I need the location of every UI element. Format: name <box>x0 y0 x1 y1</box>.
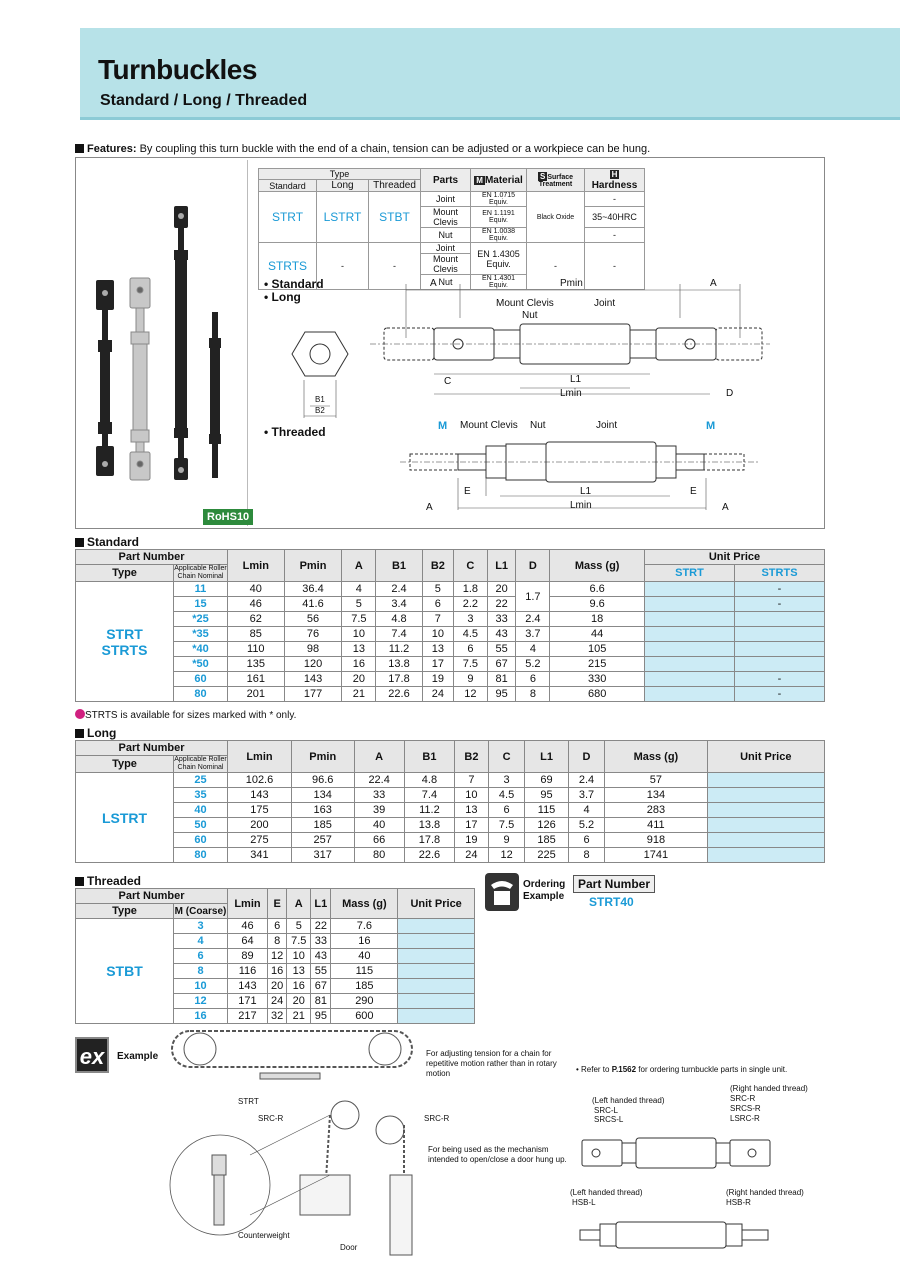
table-row: *40 110 98 13 11.2 13 6 55 4 105 <box>76 642 825 657</box>
chain-note: For adjusting tension for a chain for repetitive motion rather than in rotary motion <box>426 1049 557 1078</box>
price-strts <box>735 627 825 642</box>
col-long: Long <box>317 180 369 192</box>
price-cell <box>707 833 824 848</box>
table-row: 12 171 24 20 81 290 <box>76 994 475 1009</box>
col-threaded: Threaded <box>369 180 421 192</box>
price-cell <box>398 994 475 1009</box>
table-row: *35 85 76 10 7.4 10 4.5 43 3.7 44 <box>76 627 825 642</box>
page-subtitle: Standard / Long / Threaded <box>100 92 308 109</box>
table-row: LSTRT 25 102.6 96.6 22.4 4.8 7 3 69 2.4 57 <box>76 773 825 788</box>
m-icon: M <box>476 175 483 185</box>
table-row: STRT STRTS 11 40 36.4 4 2.4 5 1.8 20 1.7 6.6 - <box>76 582 825 597</box>
s-icon: S <box>539 172 546 181</box>
note-icon <box>75 709 85 719</box>
standard-diagram: A Pmin A Mount Clevis Nut Joint C L1 Lmin D <box>370 278 770 403</box>
price-strts: - <box>735 597 825 612</box>
price-strt <box>645 642 735 657</box>
long-table: Part Number Lmin Pmin A B1 B2 C L1 D Mass (g) Unit Price Type Applicable Roller Chain Nominal LSTRT 25 102.6 96.6 22.4 4.8 7 3 69 2.4 57 35 143 134 33 7.4 10 4.5 95 3.7 134 40 175 163 39 11.2 13 6 115 4 283 50 200 185 40 13.8 17 7.5 126 5.2 411 60 275 257 66 17.8 19 9 185 6 918 80 341 317 80 22.6 24 12 225 8 1741 <box>75 740 825 863</box>
example-badge: ex <box>75 1037 109 1073</box>
label-threaded: • Threaded <box>264 425 326 439</box>
ordering-label: Ordering Example <box>523 879 566 902</box>
price-strt <box>645 657 735 672</box>
ordering-value: STRT40 <box>589 895 634 909</box>
single-unit-diagram: (Left handed thread) SRC-L SRCS-L (Right handed thread) SRC-R SRCS-R LSRC-R (Left handed thread) HSB-L (Right handed thread) HSB-R <box>570 1080 810 1260</box>
table-row: 60 161 143 20 17.8 19 9 81 6 330 - <box>76 672 825 687</box>
price-cell <box>398 1009 475 1024</box>
table-row: 8 116 16 13 55 115 <box>76 964 475 979</box>
price-cell <box>707 788 824 803</box>
type-cell: STBT <box>76 919 174 1024</box>
threaded-table: Part Number Lmin E A L1 Mass (g) Unit Price Type M (Coarse) STBT 3 46 6 5 22 7.6 4 64 8 7.5 33 16 6 89 12 10 43 40 8 116 16 13 55 115 10 143 20 16 67 185 12 171 24 20 81 290 16 217 32 21 95 600 <box>75 888 475 1024</box>
h-icon: H <box>611 170 618 179</box>
type-lstrt: LSTRT <box>317 192 369 243</box>
standard-note: STRTS is available for sizes marked with * only. <box>75 709 296 721</box>
dim-b1: B1 <box>315 395 325 404</box>
hardness-header: HHardness <box>585 169 645 192</box>
table-row: 10 143 20 16 67 185 <box>76 979 475 994</box>
type-header: Type <box>259 169 421 180</box>
ordering-header: Part Number <box>573 875 655 893</box>
threaded-diagram: M Mount Clevis Nut Joint M E L1 A Lmin E A <box>400 418 760 518</box>
type-strts: STRTS <box>259 243 317 290</box>
table-row: 80 201 177 21 22.6 24 12 95 8 680 - <box>76 687 825 702</box>
price-cell <box>398 964 475 979</box>
table-row: 35 143 134 33 7.4 10 4.5 95 3.7 134 <box>76 788 825 803</box>
price-strts <box>735 642 825 657</box>
price-strt <box>645 627 735 642</box>
price-strts: - <box>735 672 825 687</box>
label-standard: • Standard <box>264 277 324 291</box>
table-row: STBT 3 46 6 5 22 7.6 <box>76 919 475 934</box>
example-label: Example <box>117 1051 159 1062</box>
refer-page-link[interactable]: P.1562 <box>611 1065 637 1074</box>
type-stbt: STBT <box>369 192 421 243</box>
table-row: 15 46 41.6 5 3.4 6 2.2 22 9.6 - <box>76 597 825 612</box>
rohs-badge: RoHS10 <box>203 509 253 525</box>
page-title: Turnbuckles <box>98 54 257 85</box>
dim-b2: B2 <box>315 406 325 415</box>
table-row: 50 200 185 40 13.8 17 7.5 126 5.2 411 <box>76 818 825 833</box>
type-strt: STRT <box>259 192 317 243</box>
ordering-phone-icon <box>485 873 519 911</box>
table-row: *25 62 56 7.5 4.8 7 3 33 2.4 18 <box>76 612 825 627</box>
section-long: Long <box>75 726 116 740</box>
features-text: By coupling this turn buckle with the end of a chain, tension can be adjusted or a workpiece can be hung. <box>139 143 651 155</box>
features-line <box>75 143 650 155</box>
price-strts: - <box>735 582 825 597</box>
price-cell <box>398 949 475 964</box>
example-illustration: For adjusting tension for a chain for repetitive motion rather than in rotary motion STRT SRC-R SRC-R For being used as the mechanism intended to open/close a door hung up. Counterweight Door <box>90 1025 570 1265</box>
table-row: *50 135 120 16 13.8 17 7.5 67 5.2 215 <box>76 657 825 672</box>
col-standard: Standard <box>259 180 317 192</box>
price-cell <box>398 919 475 934</box>
table-row: 4 64 8 7.5 33 16 <box>76 934 475 949</box>
price-strts: - <box>735 687 825 702</box>
table-row: 16 217 32 21 95 600 <box>76 1009 475 1024</box>
type-cell: LSTRT <box>76 773 174 863</box>
surface-header: S Surface Treatment <box>527 169 585 192</box>
table-row: 60 275 257 66 17.8 19 9 185 6 918 <box>76 833 825 848</box>
price-strts <box>735 657 825 672</box>
parts-header: Parts <box>421 169 471 192</box>
price-cell <box>707 848 824 863</box>
section-threaded: Threaded <box>75 874 141 888</box>
section-standard: Standard <box>75 535 139 549</box>
price-cell <box>707 818 824 833</box>
material-table: Type Parts M Material S Surface Treatment HHardness Standard Long Threaded STRT LSTRT STBT Joint EN 1.0715 Equiv. Black Oxide - Mount Clevis EN 1.1191 Equiv. 35~40HRC Nut EN 1.0038 Equiv. - STRTS - - Joint EN 1.4305 Equiv. - - Mount Clevis Nut EN 1.4301 Equiv. <box>258 168 645 290</box>
table-row: 6 89 12 10 43 40 <box>76 949 475 964</box>
hex-nut-diagram <box>290 320 360 420</box>
refer-note: • Refer to P.1562 for ordering turnbuckle parts in single unit. <box>576 1065 788 1074</box>
type-cell: STRT STRTS <box>76 582 174 702</box>
table-row: 80 341 317 80 22.6 24 12 225 8 1741 <box>76 848 825 863</box>
price-strts <box>735 612 825 627</box>
price-cell <box>398 979 475 994</box>
price-strt <box>645 582 735 597</box>
table-row: 40 175 163 39 11.2 13 6 115 4 283 <box>76 803 825 818</box>
features-label: Features: <box>87 143 137 155</box>
price-cell <box>398 934 475 949</box>
material-header: M Material <box>471 169 527 192</box>
label-long: • Long <box>264 290 301 304</box>
price-strt <box>645 612 735 627</box>
price-cell <box>707 803 824 818</box>
standard-table: Part Number Lmin Pmin A B1 B2 C L1 D Mass (g) Unit Price Type Applicable Roller Chain Nominal STRT STRTS STRT STRTS 11 40 36.4 4 2.4 5 1.8 20 1.7 6.6 - 15 46 41.6 5 3.4 6 2.2 22 9.6 - *25 62 56 7.5 4.8 7 3 33 2.4 18 *35 85 76 10 7.4 10 4.5 43 3.7 44 *40 110 98 13 11.2 13 6 55 4 105 *50 135 120 16 13.8 17 7.5 67 5.2 215 60 161 143 20 17.8 19 9 81 6 330 - 80 201 177 21 22.6 24 12 95 8 680 - <box>75 549 825 702</box>
door-note: For being used as the mechanism intended to open/close a door hung up. <box>428 1145 567 1164</box>
product-photo <box>78 160 248 526</box>
price-strt <box>645 687 735 702</box>
price-cell <box>707 773 824 788</box>
price-strt <box>645 672 735 687</box>
price-strt <box>645 597 735 612</box>
